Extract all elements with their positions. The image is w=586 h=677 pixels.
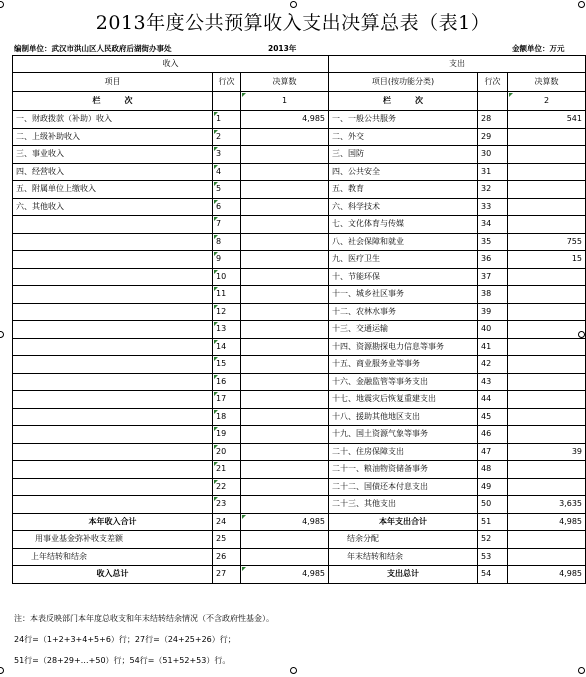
income-amount[interactable]: [241, 181, 329, 199]
income-item: 一、财政拨款（补助）收入: [13, 111, 213, 129]
report-year: 2013年: [268, 44, 297, 53]
income-amount[interactable]: [241, 426, 329, 444]
table-row: [13, 146, 586, 164]
table-row: [13, 128, 586, 146]
expense-row-no: 31: [478, 163, 508, 181]
income-amount-header: 决算数: [241, 73, 329, 92]
expense-item: 八、社会保障和就业: [329, 233, 478, 251]
year-expense-total-no: 51: [478, 513, 508, 531]
expense-row-no: 45: [478, 408, 508, 426]
table-row: [13, 251, 586, 269]
year-end-carryover-value[interactable]: [508, 548, 586, 566]
expense-item: 十五、商业服务业等事务: [329, 356, 478, 374]
expense-amount[interactable]: [508, 338, 586, 356]
income-column-number: 1: [241, 92, 329, 111]
income-amount[interactable]: [241, 321, 329, 339]
expense-grand-total-no: 54: [478, 566, 508, 584]
balance-distribution-no: 52: [478, 531, 508, 549]
table-row: [13, 163, 586, 181]
income-row-no: 19: [213, 426, 241, 444]
expense-row-no: 46: [478, 426, 508, 444]
table-row: [13, 496, 586, 514]
resize-handle-top-middle[interactable]: [290, 1, 297, 8]
table-row: [13, 338, 586, 356]
expense-item: 二十一、粮油物资储备事务: [329, 461, 478, 479]
table-row: [13, 216, 586, 234]
note-line: 24行=（1+2+3+4+5+6）行；27行=（24+25+26）行；: [14, 635, 236, 644]
expense-amount[interactable]: 39: [508, 443, 586, 461]
expense-row-no: 41: [478, 338, 508, 356]
income-row-no: 16: [213, 373, 241, 391]
expense-item: 四、公共安全: [329, 163, 478, 181]
income-item: [13, 461, 213, 479]
expense-item: 十六、金融监管等事务支出: [329, 373, 478, 391]
expense-row-no: 44: [478, 391, 508, 409]
expense-grand-total-value[interactable]: 4,985: [508, 566, 586, 584]
income-row-no: 13: [213, 321, 241, 339]
expense-grand-total-label: 支出总计: [329, 566, 478, 584]
expense-amount[interactable]: 541: [508, 111, 586, 129]
expense-item: 十一、城乡社区事务: [329, 286, 478, 304]
expense-amount[interactable]: 15: [508, 251, 586, 269]
income-amount[interactable]: [241, 198, 329, 216]
income-item: 四、经营收入: [13, 163, 213, 181]
prior-carryover-label: 上年结转和结余: [13, 548, 213, 566]
expense-item: 十三、交通运输: [329, 321, 478, 339]
expense-row-no: 34: [478, 216, 508, 234]
expense-amount[interactable]: [508, 181, 586, 199]
expense-amount[interactable]: [508, 478, 586, 496]
income-item: [13, 251, 213, 269]
income-item: [13, 443, 213, 461]
expense-row-no: 43: [478, 373, 508, 391]
income-row-no: 14: [213, 338, 241, 356]
income-amount[interactable]: [241, 146, 329, 164]
table-row: [13, 321, 586, 339]
expense-amount[interactable]: [508, 408, 586, 426]
income-amount[interactable]: [241, 251, 329, 269]
expense-header: 支出: [329, 56, 586, 73]
expense-row-no: 42: [478, 356, 508, 374]
table-row: [13, 111, 586, 129]
income-item: 五、附属单位上缴收入: [13, 181, 213, 199]
resize-handle-bottom-right[interactable]: [578, 667, 585, 674]
income-item-header: 项目: [13, 73, 213, 92]
income-amount[interactable]: [241, 408, 329, 426]
expense-row-no: 37: [478, 268, 508, 286]
expense-item-header: 项目(按功能分类): [329, 73, 478, 92]
year-end-carryover-no: 53: [478, 548, 508, 566]
income-row-no: 17: [213, 391, 241, 409]
year-income-total-value[interactable]: 4,985: [241, 513, 329, 531]
expense-item: 二十、住房保障支出: [329, 443, 478, 461]
table-row: [13, 268, 586, 286]
table-row: [13, 426, 586, 444]
income-grand-total-value[interactable]: 4,985: [241, 566, 329, 584]
income-amount[interactable]: [241, 443, 329, 461]
fund-gap-no: 25: [213, 531, 241, 549]
income-item: [13, 391, 213, 409]
income-row-no: 18: [213, 408, 241, 426]
expense-row-no: 50: [478, 496, 508, 514]
income-amount[interactable]: [241, 496, 329, 514]
income-amount[interactable]: [241, 286, 329, 304]
expense-item: 十四、资源勘探电力信息等事务: [329, 338, 478, 356]
income-header: 收入: [13, 56, 329, 73]
income-item: 六、其他收入: [13, 198, 213, 216]
income-row-no: 10: [213, 268, 241, 286]
income-row-no: 7: [213, 216, 241, 234]
year-expense-total-label: 本年支出合计: [329, 513, 478, 531]
income-amount[interactable]: [241, 338, 329, 356]
income-item: 二、上级补助收入: [13, 128, 213, 146]
income-item: [13, 268, 213, 286]
income-amount[interactable]: [241, 478, 329, 496]
resize-handle-top-right[interactable]: [578, 1, 585, 8]
table-row: [13, 461, 586, 479]
expense-item: 三、国防: [329, 146, 478, 164]
expense-column-blank: [478, 92, 508, 111]
expense-amount[interactable]: [508, 146, 586, 164]
note-line: 注：本表反映部门本年度总收支和年末结转结余情况（不含政府性基金）。: [14, 614, 274, 623]
income-item: [13, 216, 213, 234]
expense-row-no: 36: [478, 251, 508, 269]
balance-distribution-value[interactable]: [508, 531, 586, 549]
expense-row-no: 33: [478, 198, 508, 216]
table-row: [13, 478, 586, 496]
income-item: [13, 426, 213, 444]
expense-amount[interactable]: [508, 198, 586, 216]
income-item: [13, 286, 213, 304]
income-item: [13, 408, 213, 426]
year-end-carryover-label: 年末结转和结余: [329, 548, 478, 566]
table-row: [13, 303, 586, 321]
table-row: [13, 408, 586, 426]
expense-amount[interactable]: 755: [508, 233, 586, 251]
expense-row-no: 28: [478, 111, 508, 129]
resize-handle-bottom-middle[interactable]: [290, 667, 297, 674]
expense-amount[interactable]: [508, 321, 586, 339]
resize-handle-middle-left[interactable]: [0, 331, 4, 338]
income-item: [13, 321, 213, 339]
expense-row-no: 38: [478, 286, 508, 304]
income-item: [13, 373, 213, 391]
income-row-no: 4: [213, 163, 241, 181]
expense-amount-header: 决算数: [508, 73, 586, 92]
expense-column-label: 栏 次: [329, 92, 478, 111]
expense-amount[interactable]: [508, 303, 586, 321]
expense-row-no: 49: [478, 478, 508, 496]
expense-item: 十二、农林水事务: [329, 303, 478, 321]
income-row-no: 5: [213, 181, 241, 199]
table-row: [13, 356, 586, 374]
budget-summary-table: [12, 55, 586, 584]
table-notes: [14, 608, 274, 671]
table-row: [13, 181, 586, 199]
income-amount[interactable]: [241, 233, 329, 251]
year-expense-total-value[interactable]: 4,985: [508, 513, 586, 531]
expense-item: 九、医疗卫生: [329, 251, 478, 269]
expense-row-no-header: 行次: [478, 73, 508, 92]
expense-item: 十八、援助其他地区支出: [329, 408, 478, 426]
income-amount[interactable]: 4,985: [241, 111, 329, 129]
income-amount[interactable]: [241, 356, 329, 374]
year-income-total-label: 本年收入合计: [13, 513, 213, 531]
expense-item: 二、外交: [329, 128, 478, 146]
income-row-no: 1: [213, 111, 241, 129]
table-row: [13, 286, 586, 304]
fund-gap-value[interactable]: [241, 531, 329, 549]
income-amount[interactable]: [241, 373, 329, 391]
income-row-no: 15: [213, 356, 241, 374]
income-row-no: 6: [213, 198, 241, 216]
expense-row-no: 30: [478, 146, 508, 164]
expense-amount[interactable]: [508, 356, 586, 374]
income-row-no: 9: [213, 251, 241, 269]
expense-row-no: 40: [478, 321, 508, 339]
expense-item: 十、节能环保: [329, 268, 478, 286]
income-row-no: 20: [213, 443, 241, 461]
income-row-no: 11: [213, 286, 241, 304]
currency-unit: 金额单位：万元: [512, 44, 565, 53]
resize-handle-top-left[interactable]: [0, 1, 4, 8]
income-item: 三、事业收入: [13, 146, 213, 164]
income-item: [13, 496, 213, 514]
income-amount[interactable]: [241, 391, 329, 409]
expense-item: 二十二、国债还本付息支出: [329, 478, 478, 496]
table-row: [13, 373, 586, 391]
resize-handle-bottom-left[interactable]: [0, 667, 4, 674]
expense-row-no: 32: [478, 181, 508, 199]
table-row: [13, 198, 586, 216]
income-column-blank: [213, 92, 241, 111]
expense-item: 十七、地震灾后恢复重建支出: [329, 391, 478, 409]
income-item: [13, 356, 213, 374]
compiling-unit: 编制单位：武汉市洪山区人民政府后湖街办事处: [14, 44, 172, 53]
income-row-no: 21: [213, 461, 241, 479]
expense-row-no: 29: [478, 128, 508, 146]
expense-amount[interactable]: [508, 216, 586, 234]
expense-amount[interactable]: [508, 268, 586, 286]
expense-item: 六、科学技术: [329, 198, 478, 216]
income-amount[interactable]: [241, 268, 329, 286]
prior-carryover-value[interactable]: [241, 548, 329, 566]
expense-amount[interactable]: [508, 373, 586, 391]
expense-row-no: 48: [478, 461, 508, 479]
income-amount[interactable]: [241, 163, 329, 181]
expense-column-number: 2: [508, 92, 586, 111]
income-grand-total-no: 27: [213, 566, 241, 584]
income-row-no: 23: [213, 496, 241, 514]
expense-item: 七、文化体育与传媒: [329, 216, 478, 234]
table-row: [13, 391, 586, 409]
income-amount[interactable]: [241, 216, 329, 234]
table-row: [13, 233, 586, 251]
expense-row-no: 39: [478, 303, 508, 321]
expense-amount[interactable]: [508, 286, 586, 304]
expense-amount[interactable]: [508, 391, 586, 409]
expense-item: 五、教育: [329, 181, 478, 199]
income-column-label: 栏 次: [13, 92, 213, 111]
income-item: [13, 233, 213, 251]
table-row: [13, 443, 586, 461]
expense-item: 一、一般公共服务: [329, 111, 478, 129]
income-amount[interactable]: [241, 303, 329, 321]
expense-item: 二十三、其他支出: [329, 496, 478, 514]
expense-amount[interactable]: [508, 426, 586, 444]
expense-amount[interactable]: [508, 128, 586, 146]
income-row-no: 2: [213, 128, 241, 146]
expense-row-no: 35: [478, 233, 508, 251]
balance-distribution-label: 结余分配: [329, 531, 478, 549]
year-income-total-no: 24: [213, 513, 241, 531]
income-item: [13, 303, 213, 321]
income-row-no: 3: [213, 146, 241, 164]
income-item: [13, 338, 213, 356]
prior-carryover-no: 26: [213, 548, 241, 566]
income-row-no: 22: [213, 478, 241, 496]
expense-amount[interactable]: 3,635: [508, 496, 586, 514]
expense-item: 十九、国土资源气象等事务: [329, 426, 478, 444]
expense-amount[interactable]: [508, 461, 586, 479]
income-row-no: 8: [213, 233, 241, 251]
page-title: 2013年度公共预算收入支出决算总表（表1）: [95, 12, 491, 34]
income-row-no: 12: [213, 303, 241, 321]
income-amount[interactable]: [241, 461, 329, 479]
income-row-no-header: 行次: [213, 73, 241, 92]
income-item: [13, 478, 213, 496]
income-grand-total-label: 收入总计: [13, 566, 213, 584]
expense-row-no: 47: [478, 443, 508, 461]
expense-amount[interactable]: [508, 163, 586, 181]
income-amount[interactable]: [241, 128, 329, 146]
fund-gap-label: 用事业基金弥补收支差额: [13, 531, 213, 549]
note-line: 51行=（28+29+…+50）行；54行=（51+52+53）行。: [14, 656, 231, 665]
